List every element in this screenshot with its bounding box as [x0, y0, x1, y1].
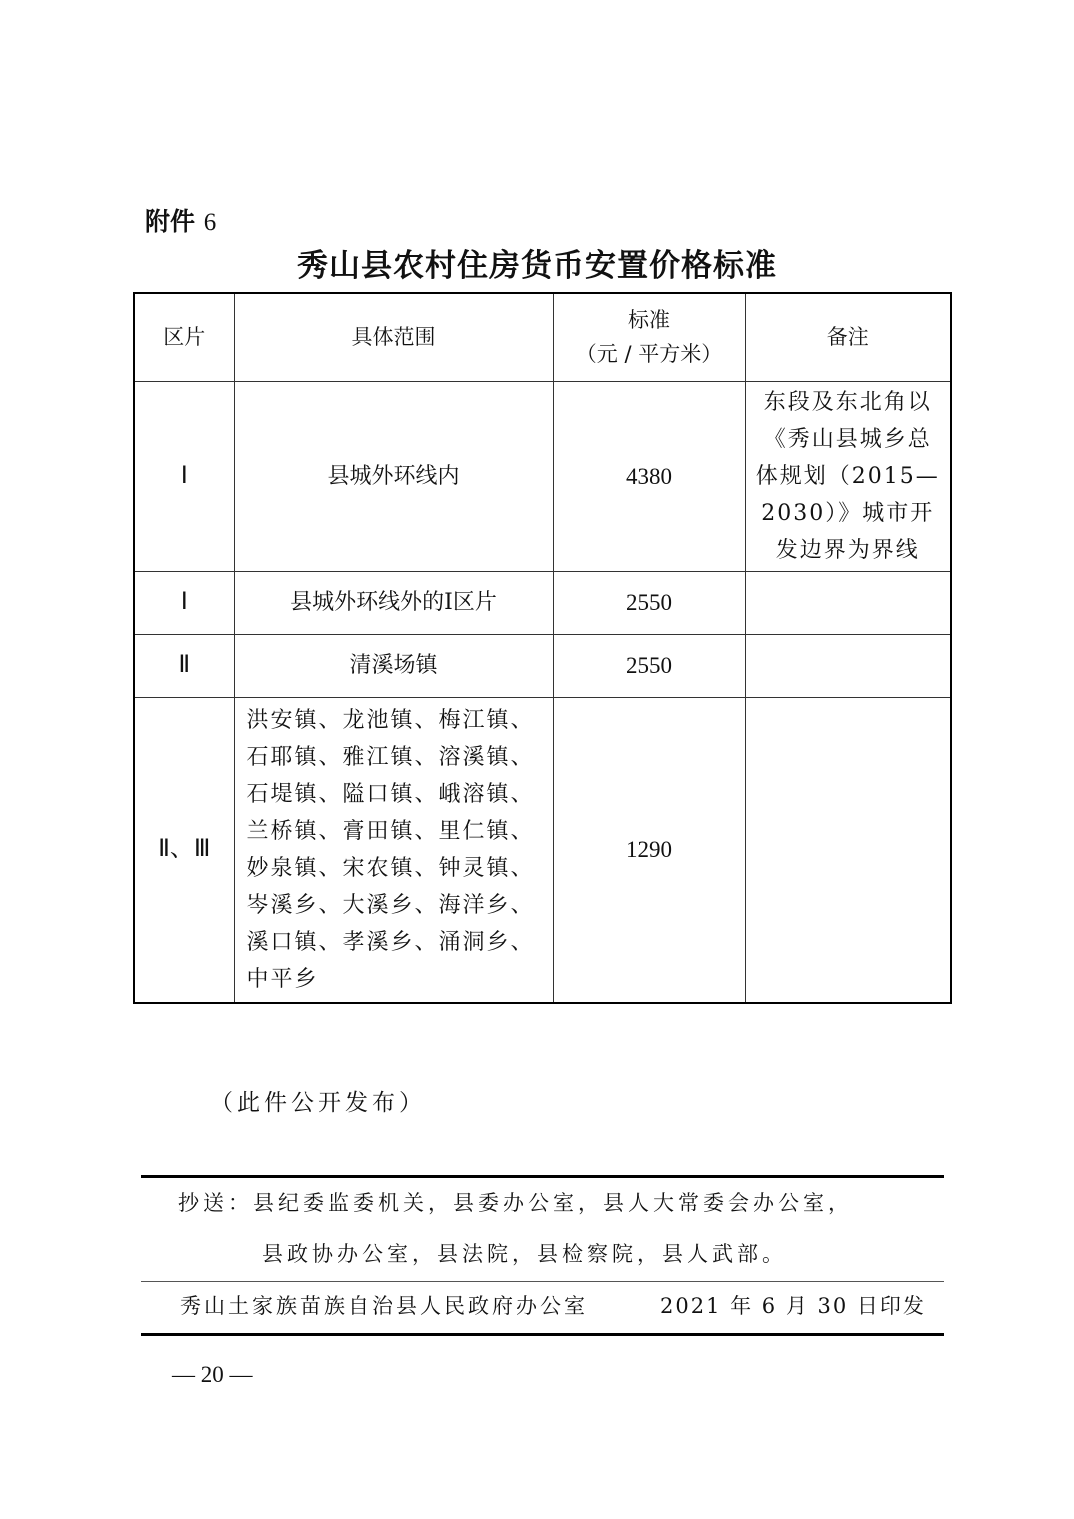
header-scope: 具体范围	[234, 293, 553, 381]
header-price	[553, 293, 745, 381]
price-cell: 2550	[553, 634, 745, 697]
scope-cell: 清溪场镇	[234, 634, 553, 697]
remark-cell	[745, 634, 951, 697]
attachment-label	[145, 205, 216, 240]
header-price-line1: 标准	[628, 308, 670, 333]
publication-note: （此件公开发布）	[210, 1090, 426, 1116]
zone-cell: Ⅱ	[134, 634, 234, 697]
distribution-line-1: 抄送：县纪委监委机关，县委办公室，县人大常委会办公室，	[178, 1191, 853, 1215]
table-row	[134, 381, 951, 571]
distribution-line-2: 县政协办公室，县法院，县检察院，县人武部。	[262, 1242, 787, 1266]
document-title: 秀山县农村住房货币安置价格标准	[297, 248, 777, 284]
table-row	[134, 697, 951, 1003]
table-header-row	[134, 293, 951, 381]
page-number: — 20 —	[172, 1362, 253, 1387]
attachment-label-text: 附件	[145, 207, 196, 236]
price-cell: 2550	[553, 571, 745, 634]
top-rule	[141, 1175, 944, 1178]
remark-cell: 东段及东北角以《秀山县城乡总体规划（2015—2030）》城市开发边界为界线	[745, 381, 951, 571]
header-remark: 备注	[745, 293, 951, 381]
price-cell: 1290	[553, 697, 745, 1003]
header-price-line2: （元 / 平方米）	[575, 342, 723, 367]
price-cell: 4380	[553, 381, 745, 571]
table-row	[134, 571, 951, 634]
remark-cell	[745, 697, 951, 1003]
price-standard-table	[133, 292, 952, 1004]
table-row	[134, 634, 951, 697]
header-zone: 区片	[134, 293, 234, 381]
middle-rule	[141, 1281, 944, 1282]
zone-cell: Ⅱ、Ⅲ	[134, 697, 234, 1003]
issue-date: 2021 年 6 月 30 日印发	[660, 1294, 926, 1318]
scope-cell: 县城外环线内	[234, 381, 553, 571]
zone-cell: Ⅰ	[134, 381, 234, 571]
zone-cell: Ⅰ	[134, 571, 234, 634]
scope-cell: 县城外环线外的Ⅰ区片	[234, 571, 553, 634]
bottom-rule	[141, 1333, 944, 1336]
scope-cell: 洪安镇、龙池镇、梅江镇、石耶镇、雅江镇、溶溪镇、石堤镇、隘口镇、峨溶镇、兰桥镇、膏田镇、里仁镇、妙泉镇、宋农镇、钟灵镇、岑溪乡、大溪乡、海洋乡、溪口镇、孝溪乡、涌洞乡、中平乡	[234, 697, 553, 1003]
attachment-number: 6	[203, 209, 217, 236]
issuing-office: 秀山土家族苗族自治县人民政府办公室	[180, 1294, 588, 1318]
remark-cell	[745, 571, 951, 634]
